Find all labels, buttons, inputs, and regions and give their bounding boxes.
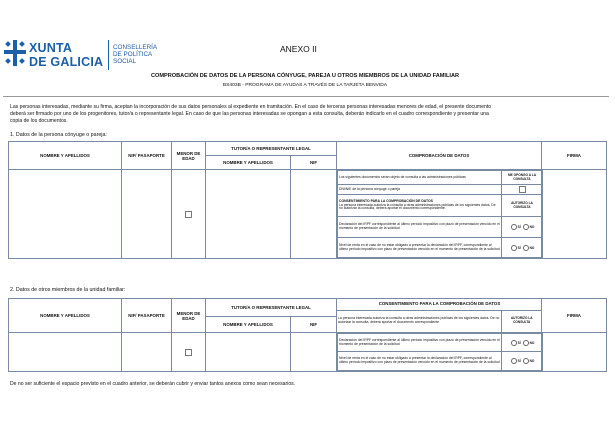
s1-check-cell [337, 170, 542, 259]
s1-oppose-label: ME OPONGO A LA CONSULTA [502, 171, 543, 185]
s2-consent-text: La persona interesada autoriza la consulta a otras administraciones públicas de los siguientes datos. De no autorizar la consulta, deberá aportar el documento correspondiente [337, 310, 501, 332]
intro-line-1: Las personas interesadas, mediante su firma, aceptan la incorporación de sus datos personales al expediente en tramitación. En el caso de terceras personas interesadas menores de edad, el presente documento [10, 104, 492, 110]
s1-irpf-no-radio[interactable] [523, 224, 529, 230]
s1-check-subtable [337, 170, 543, 258]
s2-income-yes-label: SÍ [517, 358, 521, 363]
s1-col-nif-header: NIF/ PASAPORTE [122, 142, 172, 170]
section-2-table [8, 298, 607, 372]
s2-irpf-options [502, 334, 543, 352]
s2-income-options [502, 352, 543, 371]
s2-authorize-label: AUTORIZO LA CONSULTA [501, 310, 542, 332]
s1-irpf-options [502, 217, 543, 238]
s1-income-yes-radio[interactable] [511, 245, 517, 251]
s1-irpf-yes-label: SÍ [517, 224, 521, 229]
s1-col-check-header: COMPROBACIÓN DE DATOS [337, 142, 542, 170]
s2-signature-cell[interactable] [542, 333, 607, 372]
s2-income-yes-radio[interactable] [511, 358, 517, 364]
s2-name-cell[interactable] [9, 333, 122, 372]
s1-name-cell[interactable] [9, 170, 122, 259]
s2-income-no-radio[interactable] [523, 358, 529, 364]
s1-signature-cell[interactable] [542, 170, 607, 259]
section-2-label: 2. Datos de otros miembros de la unidad familiar: [10, 287, 126, 293]
s2-col-nif-header: NIF/ PASAPORTE [122, 299, 172, 333]
footer-note: De no ser suficiente el espacio previsto en el cuadro anterior, se deberán cubrir y enviar tantos anexos como sean necesarios. [10, 381, 296, 387]
s1-consent-row [338, 195, 502, 217]
s2-tutor-name-cell[interactable] [206, 333, 291, 372]
s1-irpf-row: Declaración del IRPF correspondiente al último período impositivo con plazo de presentación vencido en el momento de presentación de la solicitud [338, 217, 502, 238]
s2-col-tutor-name-header: NOMBRE Y APELLIDOS [206, 316, 291, 333]
xunta-logo [4, 38, 169, 76]
section-1-label: 1. Datos de la persona cónyuge o pareja: [10, 132, 107, 138]
s1-income-no-radio[interactable] [523, 245, 529, 251]
intro-line-2: deberá ser firmado por uno de los progenitores, tutor/a o representante legal. En caso de que las personas interesadas se opongan a esta consulta, deberán indicarlo en el cuadro correspondiente y presentar una [10, 111, 489, 117]
s1-consent-text: La persona interesada autoriza la consulta a otras administraciones públicas de los siguientes datos. De no autorizar la consulta, deberá aportar el documento correspondiente. [339, 202, 496, 211]
s2-minor-checkbox[interactable] [185, 349, 192, 356]
s1-col-name-header: NOMBRE Y APELLIDOS [9, 142, 122, 170]
document-title: COMPROBACIÓN DE DATOS DE LA PERSONA CÓNYUGE, PAREJA U OTROS MIEMBROS DE LA UNIDAD FAMILIAR [150, 73, 460, 79]
logo-sub-2: DE POLÍTICA [113, 51, 153, 58]
s2-col-name-header: NOMBRE Y APELLIDOS [9, 299, 122, 333]
s1-tutor-nif-cell[interactable] [291, 170, 337, 259]
s2-col-minor-header: MENOR DE EDAD [172, 299, 206, 333]
s1-dni-option-cell [502, 185, 543, 195]
s1-tutor-name-cell[interactable] [206, 170, 291, 259]
xunta-emblem-icon [4, 40, 26, 66]
s2-col-sign-header: FIRMA [542, 299, 607, 333]
logo-sub-1: CONSELLERÍA [113, 44, 158, 51]
s1-nif-cell[interactable] [122, 170, 172, 259]
s2-income-no-label: NO [529, 358, 535, 363]
s1-col-tutor-name-header: NOMBRE Y APELLIDOS [206, 156, 291, 170]
s1-income-no-label: NO [529, 245, 535, 250]
s1-income-yes-label: SÍ [517, 245, 521, 250]
s2-irpf-no-label: NO [529, 340, 535, 345]
s1-irpf-yes-radio[interactable] [511, 224, 517, 230]
top-rule [3, 96, 609, 97]
s1-minor-cell [172, 170, 206, 259]
section-1-table [8, 141, 607, 259]
s2-consent-subtable [337, 299, 542, 332]
s1-consent-title: CONSENTIMIENTO PARA LA COMPROBACIÓN DE DATOS [339, 198, 433, 203]
s1-income-row: Nivel de renta en el caso de no estar obligado a presentar la declaración del IRPF, correspondiente al último período impositivo con plazo de presentación vencido en el momento de presentación de la solicitud [338, 238, 502, 258]
s2-col-tutor-nif-header: NIF [291, 316, 337, 333]
s2-col-tutor-header: TUTOR/A O REPRESENTANTE LEGAL [206, 299, 337, 317]
s1-col-tutor-nif-header: NIF [291, 156, 337, 170]
s2-irpf-yes-label: SÍ [517, 340, 521, 345]
annex-title: ANEXO II [280, 44, 317, 54]
intro-line-3: copia de los documentos. [10, 118, 68, 124]
s2-irpf-no-radio[interactable] [523, 340, 529, 346]
s1-col-tutor-header: TUTOR/A O REPRESENTANTE LEGAL [206, 142, 337, 156]
s1-dni-row: DNI/NIE de la persona cónyuge o pareja [338, 185, 502, 195]
s1-oppose-checkbox[interactable] [519, 186, 526, 193]
logo-sub-3: SOCIAL [113, 58, 137, 65]
s2-income-row: Nivel de renta en el caso de no estar obligado a presentar la declaración del IRPF, correspondiente al último período impositivo con plazo de presentación vencido en el momento de presentación de la solicitud [338, 352, 502, 371]
s2-irpf-row: Declaración del IRPF correspondiente al último período impositivo con plazo de presentación vencido en el momento de presentación de la solicitud [338, 334, 502, 352]
s2-tutor-nif-cell[interactable] [291, 333, 337, 372]
document-subtitle: BS403B - PROGRAMA DE AYUDAS A TRAVÉS DE LA TARJETA BENVIDA [222, 83, 388, 88]
logo-line-1: XUNTA [29, 41, 73, 55]
s1-consult-notice: Los siguientes documentos serán objeto de consulta a las administraciones públicas [338, 171, 502, 185]
s2-irpf-yes-radio[interactable] [511, 340, 517, 346]
logo-line-2: DE GALICIA [29, 55, 104, 69]
s1-col-sign-header: FIRMA [542, 142, 607, 170]
s2-col-check-header: CONSENTIMIENTO PARA LA COMPROBACIÓN DE DATOS [337, 299, 542, 310]
s1-income-options [502, 238, 543, 258]
s2-check-cell [337, 333, 542, 372]
s2-nif-cell[interactable] [122, 333, 172, 372]
s1-irpf-no-label: NO [529, 224, 535, 229]
s1-col-minor-header: MENOR DE EDAD [172, 142, 206, 170]
s2-minor-cell [172, 333, 206, 372]
s1-minor-checkbox[interactable] [185, 211, 192, 218]
s2-check-subtable [337, 333, 543, 371]
logo-divider [108, 40, 109, 70]
s2-consent-header-cell [337, 299, 542, 333]
s1-authorize-label: AUTORIZO LA CONSULTA [502, 195, 543, 217]
